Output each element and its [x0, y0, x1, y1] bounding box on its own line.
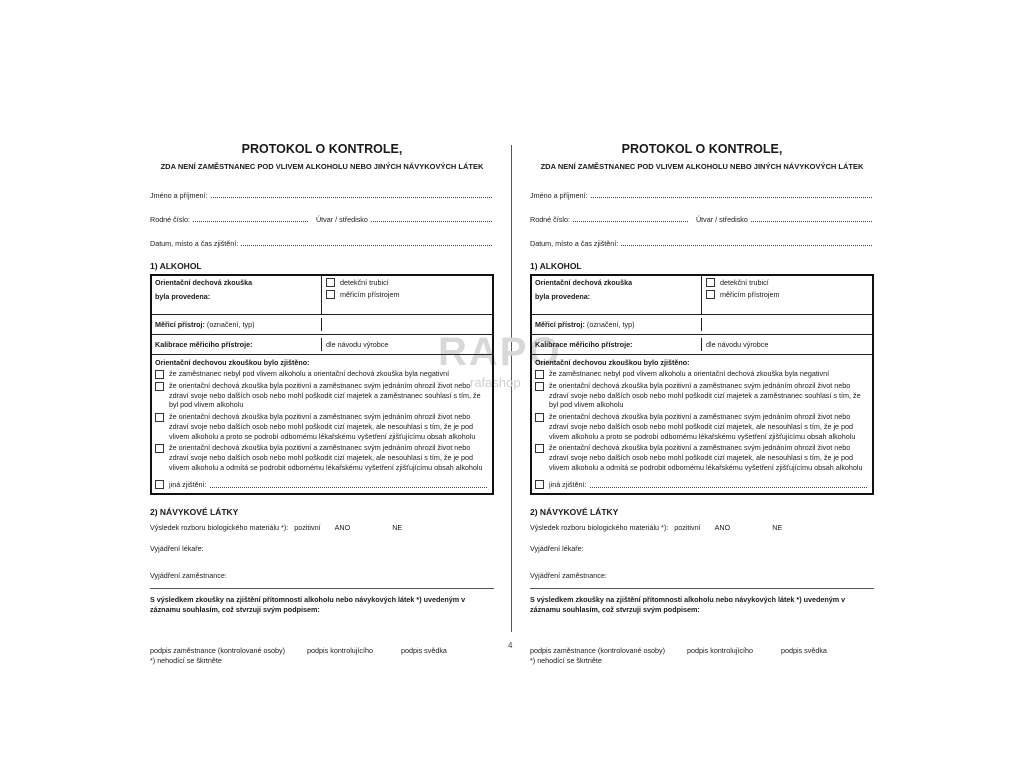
finding-item-negative[interactable]: že zaměstnanec nebyl pod vlivem alkoholu a orientační dechová zkouška byla negativní: [155, 369, 489, 379]
id-field[interactable]: [530, 215, 874, 224]
form-subtitle: ZDA NENÍ ZAMĚSTNANEC POD VLIVEM ALKOHOLU NEBO JINÝCH NÁVYKOVÝCH LÁTEK: [160, 162, 484, 171]
finding-item-positive-exam[interactable]: že orientační dechová zkouška byla pozitivní a zaměstnanec svým jednáním ohrozil život nebo zdraví svoje nebo dalších osob nebo mohl poškodit cizí majetek, ale nesouhlasí s tím, že je pod vlivem alkoholu a proto se podrobí odbornému lékařskému vyšetření zjišťujícímu obsah alkoholu: [535, 412, 869, 441]
findings-block: [532, 355, 872, 493]
footnote: *) nehodící se škrtněte: [150, 656, 222, 666]
date-label: Datum, místo a čas zjištění:: [150, 239, 239, 248]
result-no[interactable]: NE: [392, 523, 403, 533]
test-result-row: [530, 523, 874, 532]
section-alcohol-heading: 1) ALKOHOL: [150, 261, 202, 271]
test-method-row: [532, 276, 872, 315]
checkbox-icon[interactable]: [155, 413, 164, 422]
form-right: [530, 140, 874, 665]
checkbox-icon[interactable]: [155, 370, 164, 379]
device-hint: (označení, typ): [204, 320, 255, 329]
checkbox-icon[interactable]: [326, 278, 335, 287]
checkbox-icon[interactable]: [535, 382, 544, 391]
other-input-line[interactable]: [590, 481, 867, 488]
name-field[interactable]: [530, 191, 874, 200]
form-title: PROTOKOL O KONTROLE,: [621, 142, 783, 156]
department-input-line[interactable]: [751, 215, 872, 222]
checkbox-icon[interactable]: [326, 290, 335, 299]
id-label: Rodné číslo:: [150, 215, 190, 224]
checkbox-icon[interactable]: [706, 290, 715, 299]
checkbox-icon[interactable]: [155, 382, 164, 391]
name-label: Jméno a příjmení:: [530, 191, 588, 200]
test-result-label: Výsledek rozboru biologického materiálu *):: [150, 523, 289, 533]
section-substances-heading: 2) NÁVYKOVÉ LÁTKY: [530, 507, 619, 518]
test-method-label-1: Orientační dechová zkouška: [155, 278, 253, 287]
signature-witness: podpis svědka: [780, 646, 827, 656]
calibration-label: Kalibrace měřicího přístroje:: [532, 338, 702, 351]
watermark-text: rafashop: [470, 375, 521, 390]
result-yes[interactable]: ANO: [714, 523, 731, 533]
test-result-label: Výsledek rozboru biologického materiálu *):: [530, 523, 669, 533]
result-positive[interactable]: pozitivní: [294, 523, 321, 533]
device-label: Měřicí přístroj:: [155, 320, 205, 329]
date-field[interactable]: [530, 239, 874, 248]
findings-block: [152, 355, 492, 493]
finding-item-positive-refuses[interactable]: že orientační dechová zkouška byla pozitivní a zaměstnanec svým jednáním ohrozil život nebo zdraví svoje nebo dalších osob nebo mohl poškodit cizí majetek, ale nesouhlasí s tím, že je pod vlivem alkoholu a odmítá se podrobit odbornému lékařskému vyšetření zjišťujícímu obsah alkoholu: [535, 443, 869, 472]
checkbox-icon[interactable]: [155, 444, 164, 453]
device-label: Měřicí přístroj:: [535, 320, 585, 329]
finding-item-other[interactable]: jiná zjištění:: [155, 480, 489, 489]
id-label: Rodné číslo:: [530, 215, 570, 224]
department-input-line[interactable]: [371, 215, 492, 222]
department-label: Útvar / středisko: [315, 215, 368, 224]
checkbox-icon[interactable]: [535, 480, 544, 489]
other-input-line[interactable]: [210, 481, 487, 488]
name-input-line[interactable]: [591, 191, 872, 198]
calibration-value: dle návodu výrobce: [326, 340, 389, 349]
finding-item-negative[interactable]: že zaměstnanec nebyl pod vlivem alkoholu a orientační dechová zkouška byla negativní: [535, 369, 869, 379]
signature-employee: podpis zaměstnance (kontrolované osoby): [150, 646, 286, 656]
section-substances-heading: 2) NÁVYKOVÉ LÁTKY: [150, 507, 239, 518]
option-detection-tube[interactable]: detekční trubicí: [326, 278, 488, 287]
calibration-row: [532, 335, 872, 355]
page-number: 4: [508, 641, 513, 650]
alcohol-table: [530, 274, 874, 495]
option-detection-tube[interactable]: detekční trubicí: [706, 278, 868, 287]
signature-employee: podpis zaměstnance (kontrolované osoby): [530, 646, 666, 656]
calibration-row: [152, 335, 492, 355]
device-row: [532, 315, 872, 335]
findings-heading: Orientační dechovou zkouškou bylo zjištěno:: [535, 358, 690, 367]
checkbox-icon[interactable]: [535, 444, 544, 453]
department-label: Útvar / středisko: [695, 215, 748, 224]
signature-witness: podpis svědka: [400, 646, 447, 656]
doctor-statement-label: Vyjádření lékaře:: [150, 544, 204, 554]
result-positive[interactable]: pozitivní: [674, 523, 701, 533]
checkbox-icon[interactable]: [535, 370, 544, 379]
signature-inspector: podpis kontrolujícího: [687, 646, 753, 656]
device-input-cell[interactable]: [702, 323, 872, 327]
name-label: Jméno a příjmení:: [150, 191, 208, 200]
option-measuring-device[interactable]: měřicím přístrojem: [326, 290, 488, 299]
findings-heading: Orientační dechovou zkouškou bylo zjištěno:: [155, 358, 310, 367]
test-method-label-2: byla provedena:: [535, 292, 591, 301]
employee-statement-label: Vyjádření zaměstnance:: [530, 571, 607, 581]
section-alcohol-heading: 1) ALKOHOL: [530, 261, 582, 271]
watermark-logo: RAPO: [438, 330, 562, 374]
test-method-label-1: Orientační dechová zkouška: [535, 278, 633, 287]
consent-statement: S výsledkem zkoušky na zjištění přítomnosti alkoholu nebo návykových látek *) uvedeným v záznamu souhlasím, což stvrzuji svým podpisem:: [530, 595, 846, 614]
option-measuring-device[interactable]: měřicím přístrojem: [706, 290, 868, 299]
finding-item-positive-exam[interactable]: že orientační dechová zkouška byla pozitivní a zaměstnanec svým jednáním ohrozil život nebo zdraví svoje nebo dalších osob nebo mohl poškodit cizí majetek, ale nesouhlasí s tím, že je pod vlivem alkoholu a proto se podrobí odbornému lékařskému vyšetření zjišťujícímu obsah alkoholu: [155, 412, 489, 441]
id-field[interactable]: [150, 215, 494, 224]
result-no[interactable]: NE: [772, 523, 783, 533]
checkbox-icon[interactable]: [535, 413, 544, 422]
alcohol-table: [150, 274, 494, 495]
date-label: Datum, místo a čas zjištění:: [530, 239, 619, 248]
checkbox-icon[interactable]: [706, 278, 715, 287]
form-left: [150, 140, 494, 665]
checkbox-icon[interactable]: [155, 480, 164, 489]
date-field[interactable]: [150, 239, 494, 248]
footnote: *) nehodící se škrtněte: [530, 656, 602, 666]
id-input-line[interactable]: [193, 215, 308, 222]
finding-item-positive-agrees[interactable]: že orientační dechová zkouška byla pozitivní a zaměstnanec svým jednáním ohrozil život nebo zdraví svoje nebo dalších osob nebo mohl poškodit cizí majetek a zaměstnanec souhlasí s tím, že byl pod vlivem alkoholu: [155, 381, 489, 410]
device-row: [152, 315, 492, 335]
signature-row: [150, 646, 494, 655]
name-field[interactable]: [150, 191, 494, 200]
finding-item-positive-refuses[interactable]: že orientační dechová zkouška byla pozitivní a zaměstnanec svým jednáním ohrozil život nebo zdraví svoje nebo dalších osob nebo mohl poškodit cizí majetek, ale nesouhlasí s tím, že je pod vlivem alkoholu a odmítá se podrobit odbornému lékařskému vyšetření zjišťujícímu obsah alkoholu: [155, 443, 489, 472]
test-method-row: [152, 276, 492, 315]
finding-item-positive-agrees[interactable]: že orientační dechová zkouška byla pozitivní a zaměstnanec svým jednáním ohrozil život nebo zdraví svoje nebo dalších osob nebo mohl poškodit cizí majetek a zaměstnanec souhlasí s tím, že byl pod vlivem alkoholu: [535, 381, 869, 410]
device-hint: (označení, typ): [584, 320, 635, 329]
consent-statement: S výsledkem zkoušky na zjištění přítomnosti alkoholu nebo návykových látek *) uvedeným v záznamu souhlasím, což stvrzuji svým podpisem:: [150, 595, 466, 614]
device-input-cell[interactable]: [322, 323, 492, 327]
date-input-line[interactable]: [621, 239, 872, 246]
separator-line: [150, 588, 494, 589]
test-result-row: [150, 523, 494, 532]
name-input-line[interactable]: [211, 191, 492, 198]
separator-line: [530, 588, 874, 589]
employee-statement-label: Vyjádření zaměstnance:: [150, 571, 227, 581]
result-yes[interactable]: ANO: [334, 523, 351, 533]
signature-row: [530, 646, 874, 655]
finding-item-other[interactable]: jiná zjištění:: [535, 480, 869, 489]
calibration-value: dle návodu výrobce: [706, 340, 769, 349]
test-method-label-2: byla provedena:: [155, 292, 211, 301]
id-input-line[interactable]: [573, 215, 688, 222]
doctor-statement-label: Vyjádření lékaře:: [530, 544, 584, 554]
form-title: PROTOKOL O KONTROLE,: [241, 142, 403, 156]
calibration-label: Kalibrace měřicího přístroje:: [152, 338, 322, 351]
form-subtitle: ZDA NENÍ ZAMĚSTNANEC POD VLIVEM ALKOHOLU NEBO JINÝCH NÁVYKOVÝCH LÁTEK: [540, 162, 864, 171]
signature-inspector: podpis kontrolujícího: [307, 646, 373, 656]
date-input-line[interactable]: [241, 239, 492, 246]
